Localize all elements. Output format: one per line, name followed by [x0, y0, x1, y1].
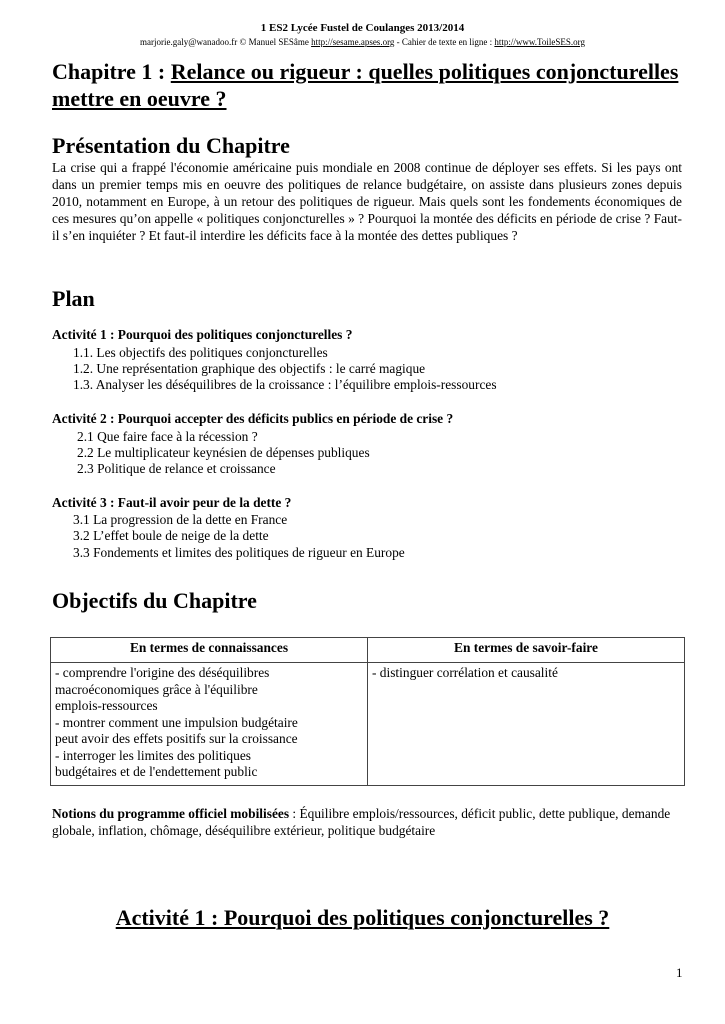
plan-item: 2.3 Politique de relance et croissance	[77, 461, 276, 476]
knowledge-line: - interroger les limites des politiques	[55, 747, 251, 763]
activity-1-heading: Activité 1 : Pourquoi des politiques conjoncturelles ?	[115, 905, 610, 930]
plan-activity-1-title: Activité 1 : Pourquoi des politiques conjoncturelles ?	[52, 327, 353, 342]
table-header-skills: En termes de savoir-faire	[368, 638, 685, 663]
skills-line: - distinguer corrélation et causalité	[372, 665, 558, 680]
table-row	[51, 663, 685, 786]
skills-cell	[368, 663, 685, 786]
knowledge-line: macroéconomiques grâce à l'équilibre	[55, 681, 258, 697]
presentation-heading: Présentation du Chapitre	[52, 133, 290, 158]
knowledge-line: - montrer comment une impulsion budgétaire	[55, 714, 298, 730]
plan-activity-2-title: Activité 2 : Pourquoi accepter des déficits publics en période de crise ?	[52, 411, 454, 426]
plan-item: 2.1 Que faire face à la récession ?	[77, 429, 258, 444]
presentation-paragraph: La crise qui a frappé l'économie américaine puis mondiale en 2008 continue de déployer ses effets. Si les pays ont dans un premier temps mis en oeuvre des politiques de relance budgétaire, on assiste dans plusieurs zones depuis 2010, notamment en Europe, à un retour des politiques de rigueur. Mais quels sont les fondements économiques de ces mesures qu’on appelle « politiques conjoncturelles » ? Pourquoi la montée des déficits en période de crise ? Faut-il s’en inquiéter ? Et faut-il interdire les déficits face à la montée des dettes publiques ?	[52, 160, 682, 243]
knowledge-line: - comprendre l'origine des déséquilibres	[55, 665, 270, 680]
plan-item: 1.3. Analyser les déséquilibres de la croissance : l’équilibre emplois-ressources	[73, 377, 497, 392]
table-header-knowledge: En termes de connaissances	[51, 638, 368, 663]
plan-item: 3.2 L’effet boule de neige de la dette	[73, 528, 269, 543]
header-credits-text-2: - Cahier de texte en ligne :	[394, 37, 495, 47]
plan-item: 3.1 La progression de la dette en France	[73, 512, 288, 527]
objectives-table	[50, 637, 685, 786]
page-number: 1	[676, 965, 683, 980]
knowledge-cell	[51, 663, 368, 786]
notions-label: Notions du programme officiel mobilisées	[52, 806, 290, 821]
objectives-heading: Objectifs du Chapitre	[52, 588, 257, 613]
header-credits-text: marjorie.galy@wanadoo.fr © Manuel SESâme	[139, 37, 312, 47]
notions-paragraph	[52, 805, 692, 839]
chapter-title	[52, 58, 682, 112]
knowledge-line: budgétaires et de l'endettement public	[55, 764, 258, 779]
table-header-row	[51, 638, 685, 663]
knowledge-line: emplois-ressources	[55, 698, 158, 713]
toileses-link[interactable]: http://www.ToileSES.org	[494, 37, 585, 47]
plan-item: 1.1. Les objectifs des politiques conjoncturelles	[73, 345, 328, 360]
plan-item: 1.2. Une représentation graphique des objectifs : le carré magique	[73, 361, 426, 376]
notions-text: : Équilibre emplois/ressources, déficit public, dette publique, demande globale, inflation, chômage, déséquilibre extérieur, politique budgétaire	[52, 806, 671, 838]
plan-heading: Plan	[52, 286, 95, 311]
plan-activity-3-title: Activité 3 : Faut-il avoir peur de la dette ?	[52, 495, 292, 510]
knowledge-line: peut avoir des effets positifs sur la croissance	[55, 731, 298, 746]
chapter-title-text: Relance ou rigueur : quelles politiques conjoncturelles mettre en oeuvre ?	[52, 59, 679, 111]
header-credits-line	[0, 37, 725, 47]
chapter-prefix: Chapitre 1 :	[52, 59, 171, 84]
sesame-link[interactable]: http://sesame.apses.org	[311, 37, 395, 47]
header-school-line: 1 ES2 Lycée Fustel de Coulanges 2013/2014	[260, 22, 465, 34]
plan-item: 2.2 Le multiplicateur keynésien de dépenses publiques	[77, 445, 370, 460]
plan-item: 3.3 Fondements et limites des politiques de rigueur en Europe	[73, 545, 405, 560]
